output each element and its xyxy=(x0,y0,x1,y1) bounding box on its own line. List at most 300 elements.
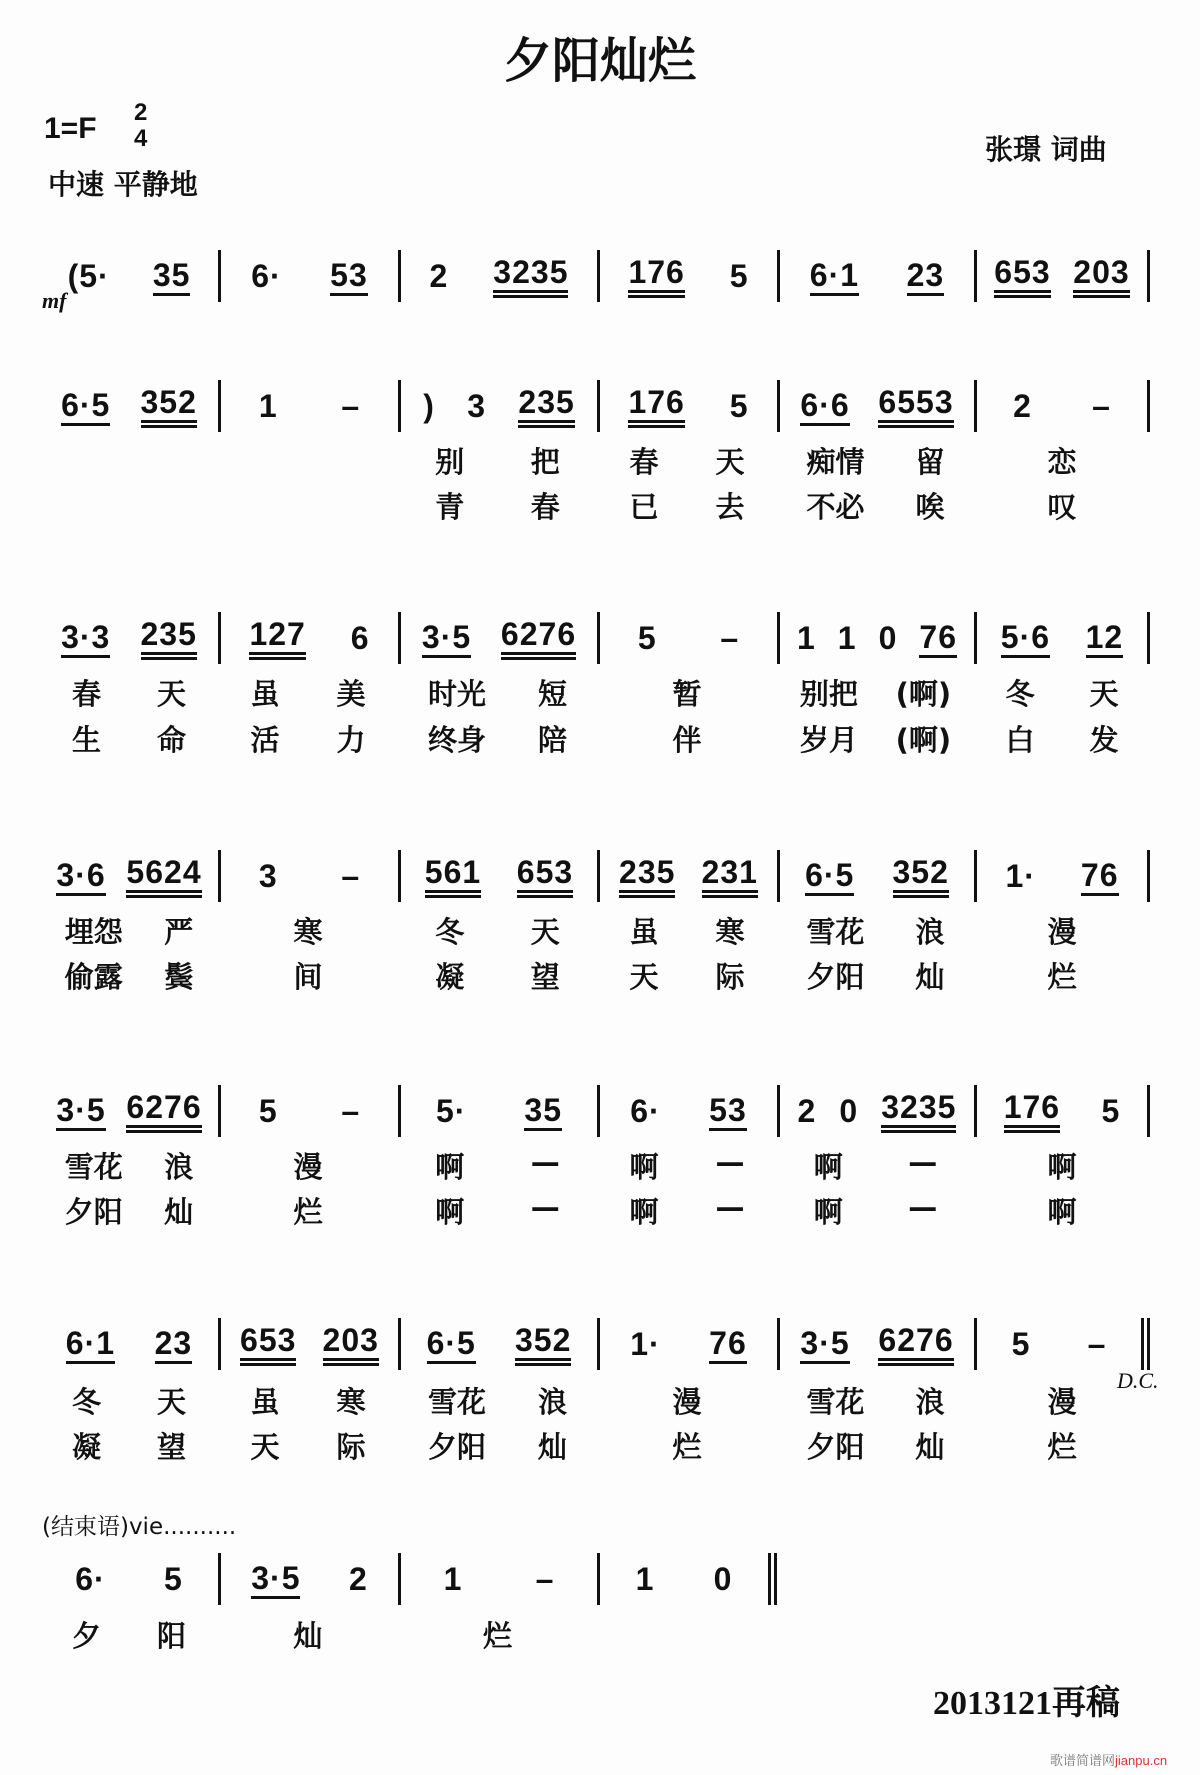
note-group: – xyxy=(535,1561,555,1597)
note-group: 5 xyxy=(637,620,657,656)
lyric-segment xyxy=(40,1190,218,1231)
dynamics-marking: mf xyxy=(42,288,67,313)
note-group: 653 xyxy=(517,854,573,898)
note-group: – xyxy=(341,858,361,894)
measure xyxy=(777,612,974,664)
lyric-syllable: 灿 xyxy=(293,1619,323,1653)
lyric-segment xyxy=(974,955,1150,996)
lyric-line xyxy=(40,718,1150,759)
lyric-syllable: 凝 xyxy=(435,960,465,994)
note-group: 235 xyxy=(619,854,675,898)
note-group: 176 xyxy=(1004,1089,1060,1133)
time-signature xyxy=(134,100,147,152)
measure xyxy=(218,1085,398,1137)
lyric-segment xyxy=(777,1425,974,1466)
lyric-syllable: 漫 xyxy=(1047,915,1077,949)
measure xyxy=(974,612,1150,664)
lyric-syllable: 天 xyxy=(156,1385,186,1419)
lyric-syllable: 春 xyxy=(530,490,560,524)
measure xyxy=(398,250,597,302)
lyric-syllable: 凝 xyxy=(71,1430,101,1464)
note-group: 6· xyxy=(630,1093,661,1129)
lyric-syllable: — xyxy=(715,1145,745,1179)
note-group: 5 xyxy=(164,1561,183,1597)
note-group: 2 xyxy=(429,258,449,294)
lyric-syllable: 虽 xyxy=(629,915,659,949)
watermark-site: 歌谱简谱网 xyxy=(1050,1753,1116,1768)
lyric-line xyxy=(40,485,1150,526)
lyric-syllable: 恋 xyxy=(1047,445,1077,479)
note-group: 0 xyxy=(713,1561,733,1597)
lyric-segment xyxy=(218,910,398,951)
note-group: 176 xyxy=(628,384,684,428)
lyric-syllable: 已 xyxy=(629,490,659,524)
measure xyxy=(218,850,398,902)
lyric-syllable: 烂 xyxy=(482,1619,512,1653)
note-group: 6·5 xyxy=(805,857,854,896)
staff-row xyxy=(40,1085,1150,1137)
note-group: 1· xyxy=(630,1326,661,1362)
lyric-segment xyxy=(974,440,1150,481)
lyric-syllable: 雪花 xyxy=(806,915,865,949)
lyric-syllable: 夕 xyxy=(71,1619,101,1653)
note-group: 176 xyxy=(628,254,684,298)
note-group: 352 xyxy=(141,384,197,428)
note-group: 3·5 xyxy=(422,619,471,658)
note-group: 203 xyxy=(1073,254,1129,298)
note-group: 5·6 xyxy=(1001,619,1050,658)
lyric-segment xyxy=(218,718,398,759)
lyric-syllable: 去 xyxy=(715,490,745,524)
staff-row xyxy=(40,850,1150,902)
note-group: 1· xyxy=(1005,858,1036,894)
measure xyxy=(597,1318,777,1370)
lyric-syllable: 严 xyxy=(164,915,194,949)
staff-row xyxy=(40,1318,1150,1370)
watermark xyxy=(1050,1750,1167,1769)
author-credit: 张璟 词曲 xyxy=(985,133,1107,166)
lyric-syllable: 漫 xyxy=(293,1150,323,1184)
lyric-syllable: 冬 xyxy=(435,915,465,949)
measure xyxy=(597,1553,777,1605)
note-group: 0 xyxy=(878,620,898,656)
measure xyxy=(974,850,1150,902)
note-group: 2 xyxy=(797,1093,817,1129)
lyric-syllable: 啊 xyxy=(1047,1195,1077,1229)
note-group: 235 xyxy=(518,384,574,428)
note-group: 76 xyxy=(709,1325,747,1364)
measure xyxy=(974,1085,1150,1137)
lyric-syllable: 际 xyxy=(715,960,745,994)
lyric-syllable: 浪 xyxy=(915,915,945,949)
lyric-syllable: 虽 xyxy=(250,677,280,711)
lyric-segment xyxy=(597,910,777,951)
lyric-syllable: 望 xyxy=(530,960,560,994)
dc-marking: D.C. xyxy=(1117,1368,1159,1393)
measure xyxy=(974,380,1150,432)
ending-note: (结束语)vie.......... xyxy=(42,1514,237,1540)
note-group: 6553 xyxy=(878,384,953,428)
note-group: 35 xyxy=(524,1092,562,1131)
lyric-segment xyxy=(40,1380,218,1421)
lyric-syllable: 天 xyxy=(156,677,186,711)
note-group: (5· xyxy=(67,258,110,294)
measure xyxy=(597,612,777,664)
note-group: ) xyxy=(423,388,435,424)
note-group: 76 xyxy=(919,619,957,658)
note-group: 2 xyxy=(348,1561,368,1597)
lyric-syllable: 寒 xyxy=(715,915,745,949)
lyric-syllable: 唉 xyxy=(915,490,945,524)
note-group: 5 xyxy=(1011,1326,1031,1362)
lyric-syllable: 埋怨 xyxy=(64,915,123,949)
lyric-segment xyxy=(398,485,597,526)
lyric-line xyxy=(40,1425,1150,1466)
note-group: 5624 xyxy=(126,854,201,898)
lyric-syllable: 鬓 xyxy=(164,960,194,994)
measure xyxy=(218,250,398,302)
note-group: – xyxy=(1092,388,1111,424)
measure xyxy=(40,380,218,432)
lyric-syllable: 际 xyxy=(336,1430,366,1464)
lyric-line xyxy=(40,1190,1150,1231)
lyric-syllable: 灿 xyxy=(915,960,945,994)
lyric-segment xyxy=(597,718,777,759)
note-group: 5 xyxy=(258,1093,278,1129)
lyric-syllable: 青 xyxy=(435,490,465,524)
staff-row xyxy=(40,250,1150,302)
lyric-line xyxy=(40,955,1150,996)
note-group: 1 xyxy=(635,1561,655,1597)
lyric-segment xyxy=(777,1145,974,1186)
lyric-segment xyxy=(218,1145,398,1186)
lyric-syllable: 阳 xyxy=(156,1619,186,1653)
lyric-syllable: 时光 xyxy=(427,677,486,711)
measure xyxy=(398,1318,597,1370)
lyric-syllable: 寒 xyxy=(336,1385,366,1419)
lyric-segment xyxy=(40,955,218,996)
lyric-segment xyxy=(597,1145,777,1186)
lyric-segment xyxy=(974,1190,1150,1231)
measure xyxy=(218,380,398,432)
note-group: 23 xyxy=(155,1325,193,1364)
note-group: 6·6 xyxy=(800,387,849,426)
lyric-syllable: 漫 xyxy=(672,1385,702,1419)
note-group: 352 xyxy=(893,854,949,898)
lyric-segment xyxy=(777,955,974,996)
lyric-syllable: 春 xyxy=(71,677,101,711)
lyric-syllable: 别 xyxy=(435,445,465,479)
lyric-syllable: 烂 xyxy=(672,1430,702,1464)
lyric-line xyxy=(40,1614,1150,1655)
key-signature: 1=F xyxy=(44,112,97,145)
lyric-syllable: 间 xyxy=(293,960,323,994)
lyric-segment xyxy=(218,955,398,996)
lyric-segment xyxy=(777,485,974,526)
lyric-segment xyxy=(40,672,218,713)
lyric-syllable: 天 xyxy=(629,960,659,994)
lyric-segment xyxy=(777,672,974,713)
lyric-syllable: 叹 xyxy=(1047,490,1077,524)
lyric-syllable: 陪 xyxy=(537,723,567,757)
measure xyxy=(40,612,218,664)
note-group: 352 xyxy=(515,1322,571,1366)
lyric-segment xyxy=(777,910,974,951)
lyric-segment xyxy=(777,1190,974,1231)
note-group: 6·5 xyxy=(61,387,110,426)
lyric-syllable: 留 xyxy=(915,445,945,479)
measure xyxy=(218,1318,398,1370)
lyric-syllable: — xyxy=(908,1190,938,1224)
note-group: 5 xyxy=(729,388,749,424)
lyric-segment xyxy=(597,485,777,526)
note-group: 6276 xyxy=(126,1089,201,1133)
measure xyxy=(777,1318,974,1370)
note-group: 53 xyxy=(330,257,368,296)
lyric-segment xyxy=(597,955,777,996)
note-group: – xyxy=(1087,1326,1107,1362)
lyric-segment xyxy=(40,485,218,526)
note-group: 6· xyxy=(75,1561,106,1597)
measure xyxy=(974,250,1150,302)
lyric-syllable: 啊 xyxy=(1047,1150,1077,1184)
lyric-syllable: 岁月 xyxy=(799,723,858,757)
measure xyxy=(398,380,597,432)
lyric-line xyxy=(40,1380,1150,1421)
note-group: 5· xyxy=(435,1093,467,1129)
lyric-syllable: 活 xyxy=(250,723,280,757)
note-group: – xyxy=(341,388,361,424)
measure xyxy=(597,1085,777,1137)
lyric-segment xyxy=(398,1145,597,1186)
lyric-syllable: 命 xyxy=(156,723,186,757)
lyric-syllable: 雪花 xyxy=(64,1150,123,1184)
lyric-syllable: 浪 xyxy=(164,1150,194,1184)
lyric-segment xyxy=(974,1380,1150,1421)
lyric-syllable: 啊 xyxy=(629,1150,659,1184)
lyric-segment xyxy=(218,1380,398,1421)
lyric-segment xyxy=(398,718,597,759)
note-group: 561 xyxy=(425,854,481,898)
lyric-syllable: 伴 xyxy=(672,723,702,757)
lyric-syllable: — xyxy=(530,1145,560,1179)
lyric-segment xyxy=(398,440,597,481)
lyric-syllable: 寒 xyxy=(293,915,323,949)
measure xyxy=(40,250,218,302)
measure xyxy=(218,612,398,664)
note-group: 653 xyxy=(240,1322,296,1366)
lyric-syllable: 夕阳 xyxy=(64,1195,123,1229)
note-group: 5 xyxy=(729,258,749,294)
lyric-syllable: 浪 xyxy=(915,1385,945,1419)
measure xyxy=(398,612,597,664)
lyric-line xyxy=(40,672,1150,713)
note-group: 6· xyxy=(251,258,282,294)
lyric-syllable: 灿 xyxy=(537,1430,567,1464)
lyric-syllable: 夕阳 xyxy=(427,1430,486,1464)
lyric-segment xyxy=(218,440,398,481)
lyric-line xyxy=(40,1145,1150,1186)
lyric-segment xyxy=(597,1380,777,1421)
lyric-segment xyxy=(597,1425,777,1466)
lyric-syllable: 美 xyxy=(336,677,366,711)
lyric-segment xyxy=(218,1614,398,1655)
lyric-syllable: 望 xyxy=(156,1430,186,1464)
note-group: 35 xyxy=(153,257,191,296)
lyric-syllable: 虽 xyxy=(250,1385,280,1419)
note-group: 3 xyxy=(467,388,487,424)
measure xyxy=(40,1318,218,1370)
lyric-segment xyxy=(40,718,218,759)
lyric-syllable: 不必 xyxy=(806,490,865,524)
note-group: – xyxy=(720,620,740,656)
lyric-segment xyxy=(974,718,1150,759)
lyric-syllable: 啊 xyxy=(629,1195,659,1229)
note-group: – xyxy=(341,1093,361,1129)
note-group: 3·3 xyxy=(61,619,110,658)
lyric-segment xyxy=(398,672,597,713)
lyric-syllable: 别把 xyxy=(799,677,858,711)
lyric-syllable: 夕阳 xyxy=(806,1430,865,1464)
note-group: 203 xyxy=(323,1322,379,1366)
lyric-syllable: 灿 xyxy=(915,1430,945,1464)
lyric-segment xyxy=(974,1425,1150,1466)
lyric-syllable: 力 xyxy=(336,723,366,757)
lyric-syllable: 天 xyxy=(715,445,745,479)
note-group: 6276 xyxy=(501,616,576,660)
lyric-syllable: 痴情 xyxy=(806,445,865,479)
lyric-syllable: 啊 xyxy=(435,1195,465,1229)
lyric-segment xyxy=(974,1145,1150,1186)
measure xyxy=(597,380,777,432)
lyric-line xyxy=(40,440,1150,481)
note-group: 5 xyxy=(1101,1093,1121,1129)
lyric-syllable: 浪 xyxy=(537,1385,567,1419)
note-group: 1 xyxy=(443,1561,463,1597)
lyric-syllable: 烂 xyxy=(1047,960,1077,994)
lyric-syllable: 烂 xyxy=(1047,1430,1077,1464)
measure xyxy=(398,850,597,902)
note-group: 653 xyxy=(994,254,1050,298)
time-top: 2 xyxy=(134,99,148,126)
note-group: 12 xyxy=(1086,619,1124,658)
lyric-syllable: 偷露 xyxy=(64,960,123,994)
measure xyxy=(40,1553,218,1605)
note-group: 3·5 xyxy=(800,1325,849,1364)
lyric-syllable: 天 xyxy=(530,915,560,949)
watermark-domain: jianpu.cn xyxy=(1115,1753,1168,1768)
lyric-segment xyxy=(40,1614,218,1655)
staff-row xyxy=(40,1553,777,1605)
measure xyxy=(974,1318,1150,1370)
lyric-syllable: 啊 xyxy=(813,1150,843,1184)
note-group: 6276 xyxy=(878,1322,953,1366)
lyric-segment xyxy=(597,672,777,713)
lyric-segment xyxy=(974,485,1150,526)
lyric-syllable: 啊 xyxy=(435,1150,465,1184)
lyric-segment xyxy=(398,1380,597,1421)
lyric-syllable: 春 xyxy=(629,445,659,479)
lyric-syllable: — xyxy=(715,1190,745,1224)
lyric-syllable: (啊) xyxy=(895,677,952,711)
measure xyxy=(777,380,974,432)
note-group: 6·1 xyxy=(810,257,859,296)
lyric-syllable: 发 xyxy=(1089,723,1119,757)
note-group: 1 xyxy=(837,620,857,656)
note-group: 3·5 xyxy=(56,1092,105,1131)
measure xyxy=(597,850,777,902)
lyric-segment xyxy=(40,1145,218,1186)
lyric-syllable: 天 xyxy=(250,1430,280,1464)
lyric-segment xyxy=(40,440,218,481)
note-group: 2 xyxy=(1013,388,1032,424)
measure xyxy=(597,250,777,302)
lyric-syllable: — xyxy=(530,1190,560,1224)
lyric-segment xyxy=(597,1614,777,1655)
lyric-syllable: 冬 xyxy=(1005,677,1035,711)
measure xyxy=(777,850,974,902)
measure xyxy=(40,850,218,902)
lyric-segment xyxy=(777,440,974,481)
lyric-syllable: 生 xyxy=(71,723,101,757)
lyric-segment xyxy=(40,1425,218,1466)
note-group: 53 xyxy=(709,1092,747,1131)
lyric-segment xyxy=(777,718,974,759)
lyric-segment xyxy=(597,440,777,481)
measure xyxy=(777,250,974,302)
lyric-segment xyxy=(974,910,1150,951)
note-group: 3·5 xyxy=(251,1560,300,1599)
tempo-marking: 中速 平静地 xyxy=(48,168,198,201)
lyric-syllable: 啊 xyxy=(813,1195,843,1229)
note-group: 127 xyxy=(249,616,305,660)
lyric-segment xyxy=(218,485,398,526)
lyric-syllable: 白 xyxy=(1005,723,1035,757)
lyric-syllable: 暂 xyxy=(672,677,702,711)
note-group: 76 xyxy=(1081,857,1119,896)
note-group: 235 xyxy=(141,616,197,660)
lyric-segment xyxy=(218,1425,398,1466)
lyric-segment xyxy=(398,910,597,951)
lyric-segment xyxy=(398,1190,597,1231)
lyric-segment xyxy=(777,1380,974,1421)
note-group: 6·5 xyxy=(427,1325,476,1364)
measure xyxy=(218,1553,398,1605)
measure xyxy=(398,1553,597,1605)
staff-row xyxy=(40,612,1150,664)
lyric-segment xyxy=(974,672,1150,713)
lyric-syllable: 把 xyxy=(530,445,560,479)
note-group: 3235 xyxy=(881,1089,956,1133)
measure xyxy=(40,1085,218,1137)
note-group: 3·6 xyxy=(56,857,105,896)
lyric-syllable: 烂 xyxy=(293,1195,323,1229)
note-group: 6·1 xyxy=(66,1325,115,1364)
lyric-syllable: 冬 xyxy=(71,1385,101,1419)
note-group: 1 xyxy=(797,620,816,656)
time-bottom: 4 xyxy=(134,125,148,152)
lyric-syllable: 夕阳 xyxy=(806,960,865,994)
lyric-syllable: 天 xyxy=(1089,677,1119,711)
lyric-syllable: 终身 xyxy=(427,723,486,757)
note-group: 23 xyxy=(907,257,945,296)
song-title: 夕阳灿烂 xyxy=(503,33,696,89)
note-group: 6 xyxy=(350,620,370,656)
note-group: 0 xyxy=(839,1093,859,1129)
lyric-line xyxy=(40,910,1150,951)
revision-date: 2013121再稿 xyxy=(933,1685,1120,1722)
lyric-segment xyxy=(398,955,597,996)
